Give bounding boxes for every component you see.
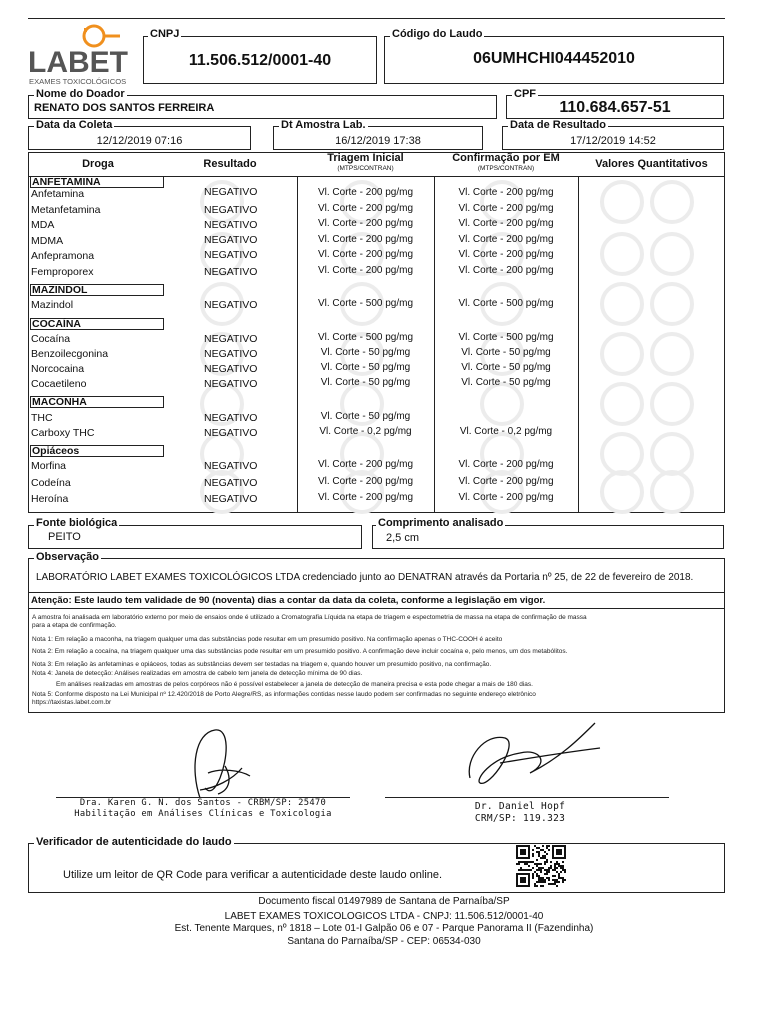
watermark-circle (600, 282, 644, 326)
fonte-label: Fonte biológica (36, 517, 118, 529)
drug-triagem: Vl. Corte - 200 pg/mg (317, 203, 414, 214)
drug-name: Norcocaina (31, 363, 85, 375)
group-header-label: MACONHA (32, 396, 87, 408)
drug-result: NEGATIVO (204, 234, 258, 246)
note-line: Nota 4: Janela de detecção: Análises realizadas em amostra de cabelo tem janela de detecção mínima de 90 dias. (32, 670, 363, 677)
drug-name: Cocaína (31, 333, 71, 345)
watermark-circle (650, 180, 694, 224)
amostra-value: 16/12/2019 17:38 (335, 135, 421, 147)
drug-result: NEGATIVO (204, 348, 258, 360)
drug-name: Cocaetileno (31, 378, 87, 390)
observacao-rule-1 (28, 592, 725, 593)
left-signature-name: Dra. Karen G. N. dos Santos - CRBM/SP: 25470 (79, 798, 327, 808)
drug-confirmacao: Vl. Corte - 200 pg/mg (458, 249, 554, 260)
watermark-circle (650, 382, 694, 426)
coleta-label: Data da Coleta (36, 119, 113, 131)
drug-confirmacao: Vl. Corte - 200 pg/mg (458, 234, 554, 245)
watermark-circle (480, 382, 524, 426)
cnpj-label: CNPJ (150, 28, 180, 40)
left-signature-scribble (170, 728, 270, 800)
drug-triagem: Vl. Corte - 500 pg/mg (317, 298, 414, 309)
drug-name: Benzoilecgonina (31, 348, 109, 360)
right-signature-scribble (460, 718, 610, 798)
drug-result: NEGATIVO (204, 204, 258, 216)
drug-result: NEGATIVO (204, 266, 258, 278)
drug-confirmacao: Vl. Corte - 500 pg/mg (458, 332, 554, 343)
codigo-label: Código do Laudo (392, 28, 483, 40)
drug-confirmacao: Vl. Corte - 500 pg/mg (458, 298, 554, 309)
drug-name: Carboxy THC (31, 427, 95, 439)
drug-triagem: Vl. Corte - 200 pg/mg (317, 187, 414, 198)
watermark-circle (650, 232, 694, 276)
drug-confirmacao: Vl. Corte - 200 pg/mg (458, 459, 554, 470)
col-header-triagem: Triagem Inicial (327, 152, 404, 164)
fonte-value: PEITO (48, 531, 81, 543)
resultado-label: Data de Resultado (510, 119, 606, 131)
observacao-text: LABORATÓRIO LABET EXAMES TOXICOLÓGICOS LTDA credenciado junto ao DENATRAN através da Portaria nº 25, de 22 de fevereiro de 2018. (36, 572, 694, 583)
drug-triagem: Vl. Corte - 0,2 pg/mg (319, 426, 412, 437)
drug-name: MDA (31, 219, 55, 231)
doador-label: Nome do Doador (36, 88, 125, 100)
drug-result: NEGATIVO (204, 186, 258, 198)
drug-name: MDMA (31, 235, 64, 247)
note-line: Em análises realizadas em amostras de pelos corpóreos não é possível estabelecer a janela de detecção de maneira precisa e esta pode chegar a mais de 180 dias. (56, 681, 533, 688)
drug-confirmacao: Vl. Corte - 50 pg/mg (461, 362, 551, 373)
drug-name: THC (31, 412, 53, 424)
drug-result: NEGATIVO (204, 333, 258, 345)
drug-name: Anfetamina (31, 188, 85, 200)
drug-result: NEGATIVO (204, 427, 258, 439)
note-line: Nota 1: Em relação a maconha, na triagem qualquer uma das substâncias pode resultar em um presumido positivo. Na confirmação apenas o THC-COOH é aceito (32, 636, 503, 643)
footer-line-2: LABET EXAMES TOXICOLOGICOS LTDA - CNPJ: 11.506.512/0001-40 (224, 911, 544, 922)
watermark-circle (600, 180, 644, 224)
col-header-confirmacao-sub: (MTPS/CONTRAN) (477, 165, 535, 172)
col-header-confirmacao: Confirmação por EM (452, 152, 560, 164)
verificador-label: Verificador de autenticidade do laudo (36, 836, 232, 848)
drug-result: NEGATIVO (204, 363, 258, 375)
drug-triagem: Vl. Corte - 50 pg/mg (320, 411, 411, 422)
drug-result: NEGATIVO (204, 299, 258, 311)
drug-confirmacao: Vl. Corte - 200 pg/mg (458, 492, 554, 503)
drug-name: Mazindol (31, 299, 74, 311)
drug-name: Anfepramona (31, 250, 95, 262)
drug-triagem: Vl. Corte - 200 pg/mg (317, 234, 414, 245)
drug-triagem: Vl. Corte - 500 pg/mg (317, 332, 414, 343)
drug-triagem: Vl. Corte - 200 pg/mg (317, 492, 414, 503)
amostra-label: Dt Amostra Lab. (281, 119, 366, 131)
group-header-label: COCAÍNA (32, 318, 81, 330)
drug-confirmacao: Vl. Corte - 200 pg/mg (458, 476, 554, 487)
watermark-circle (600, 232, 644, 276)
labet-logo (28, 22, 140, 88)
right-signature (460, 718, 610, 798)
right-signature-role: CRM/SP: 119.323 (474, 813, 566, 824)
observacao-label: Observação (36, 551, 99, 563)
note-line: Nota 3: Em relação às anfetaminas e opiáceos, todas as substâncias devem ser testadas na triagem e, quando houver um presumido positivo, na confirmação. (32, 661, 492, 668)
group-header-label: ANFETAMINA (32, 176, 101, 188)
drug-confirmacao: Vl. Corte - 0,2 pg/mg (459, 426, 553, 437)
comprimento-value: 2,5 cm (386, 532, 420, 544)
drug-result: NEGATIVO (204, 477, 258, 489)
drug-triagem: Vl. Corte - 50 pg/mg (320, 362, 411, 373)
observacao-rule-2 (28, 608, 725, 609)
footer-line-3: Est. Tenente Marques, nº 1818 – Lote 01-I Galpão 06 e 07 - Parque Panorama II (Fazendinha) (174, 923, 594, 934)
note-line: Nota 5: Conforme disposto na Lei Municipal nº 12.420/2018 de Porto Alegre/RS, as informações contidas nesse laudo podem ser confirmadas no seguinte endereço eletrônico (32, 691, 536, 698)
watermark-circle (600, 382, 644, 426)
left-signature (170, 728, 270, 800)
group-header-label: Opiáceos (32, 445, 80, 457)
drug-result: NEGATIVO (204, 460, 258, 472)
watermark-circle (650, 470, 694, 514)
drug-confirmacao: Vl. Corte - 200 pg/mg (458, 265, 554, 276)
logo-tagline: EXAMES TOXICOLÓGICOS (29, 77, 127, 86)
codigo-value: 06UMHCHI044452010 (473, 50, 635, 67)
comprimento-label: Comprimento analisado (378, 517, 504, 529)
qr-code-icon[interactable] (516, 845, 566, 889)
right-signature-name: Dr. Daniel Hopf (474, 801, 566, 812)
cnpj-value: 11.506.512/0001-40 (188, 52, 332, 69)
drug-name: Femproporex (31, 266, 94, 278)
logo-brand: LABET (28, 46, 128, 79)
resultado-value: 17/12/2019 14:52 (570, 135, 656, 147)
drug-confirmacao: Vl. Corte - 50 pg/mg (461, 377, 551, 388)
coleta-value: 12/12/2019 07:16 (96, 135, 183, 147)
drug-triagem: Vl. Corte - 200 pg/mg (317, 476, 414, 487)
footer-line-1: Documento fiscal 01497989 de Santana de Parnaíba/SP (258, 896, 510, 907)
col-header-resultado: Resultado (203, 158, 257, 170)
drug-result: NEGATIVO (204, 493, 258, 505)
col-header-droga: Droga (82, 158, 114, 170)
logo-graphic (28, 22, 140, 88)
drug-confirmacao: Vl. Corte - 50 pg/mg (461, 347, 551, 358)
drug-name: Morfina (31, 460, 67, 472)
doador-value: RENATO DOS SANTOS FERREIRA (34, 102, 215, 114)
cpf-value: 110.684.657-51 (559, 99, 671, 116)
drug-triagem: Vl. Corte - 50 pg/mg (320, 347, 411, 358)
drug-result: NEGATIVO (204, 249, 258, 261)
drug-name: Codeína (31, 477, 71, 489)
drug-name: Heroína (31, 493, 69, 505)
drug-triagem: Vl. Corte - 200 pg/mg (317, 249, 414, 260)
verificador-text: Utilize um leitor de QR Code para verificar a autenticidade deste laudo online. (63, 869, 443, 881)
drug-confirmacao: Vl. Corte - 200 pg/mg (458, 203, 554, 214)
watermark-circle (650, 282, 694, 326)
note-line: A amostra foi analisada em laboratório externo por meio de ensaios onde é utilizado a Cromatografia Líquida na etapa de triagem e espectometria de massa na etapa de confirmação de massa (32, 614, 587, 621)
drug-result: NEGATIVO (204, 412, 258, 424)
watermark-circle (600, 332, 644, 376)
top-rule (28, 18, 725, 19)
footer-line-4: Santana do Parnaíba/SP - CEP: 06534-030 (287, 936, 481, 947)
drug-triagem: Vl. Corte - 200 pg/mg (317, 218, 414, 229)
right-signature-rule (385, 797, 669, 798)
note-line: para a etapa de confirmação. (32, 622, 117, 629)
watermark-circle (650, 332, 694, 376)
col-header-valores: Valores Quantitativos (595, 158, 708, 170)
drug-triagem: Vl. Corte - 200 pg/mg (317, 459, 414, 470)
drug-result: NEGATIVO (204, 219, 258, 231)
drug-triagem: Vl. Corte - 50 pg/mg (320, 377, 411, 388)
left-signature-role: Habilitação em Análises Clínicas e Toxicologia (74, 809, 332, 819)
col-divider-3 (578, 176, 579, 513)
drug-result: NEGATIVO (204, 378, 258, 390)
note-line: Nota 2: Em relação a cocaína, na triagem qualquer uma das substâncias pode resultar em um presumido positivo. A confirmação deve incluir cocaína e, pelo menos, um dos metabólitos. (32, 648, 568, 655)
drug-confirmacao: Vl. Corte - 200 pg/mg (458, 218, 554, 229)
atencao-text: Atenção: Este laudo tem validade de 90 (noventa) dias a contar da data da coleta, conforme a legislação em vigor. (31, 595, 546, 606)
col-header-triagem-sub: (MTPS/CONTRAN) (337, 165, 394, 172)
drug-name: Metanfetamina (31, 204, 101, 216)
note-line: https://taxistas.labet.com.br (32, 699, 112, 706)
watermark-circle (600, 470, 644, 514)
cpf-label: CPF (514, 88, 536, 100)
drug-triagem: Vl. Corte - 200 pg/mg (317, 265, 414, 276)
verificador-box (28, 843, 725, 893)
drug-confirmacao: Vl. Corte - 200 pg/mg (458, 187, 554, 198)
group-header-label: MAZINDOL (32, 284, 88, 296)
